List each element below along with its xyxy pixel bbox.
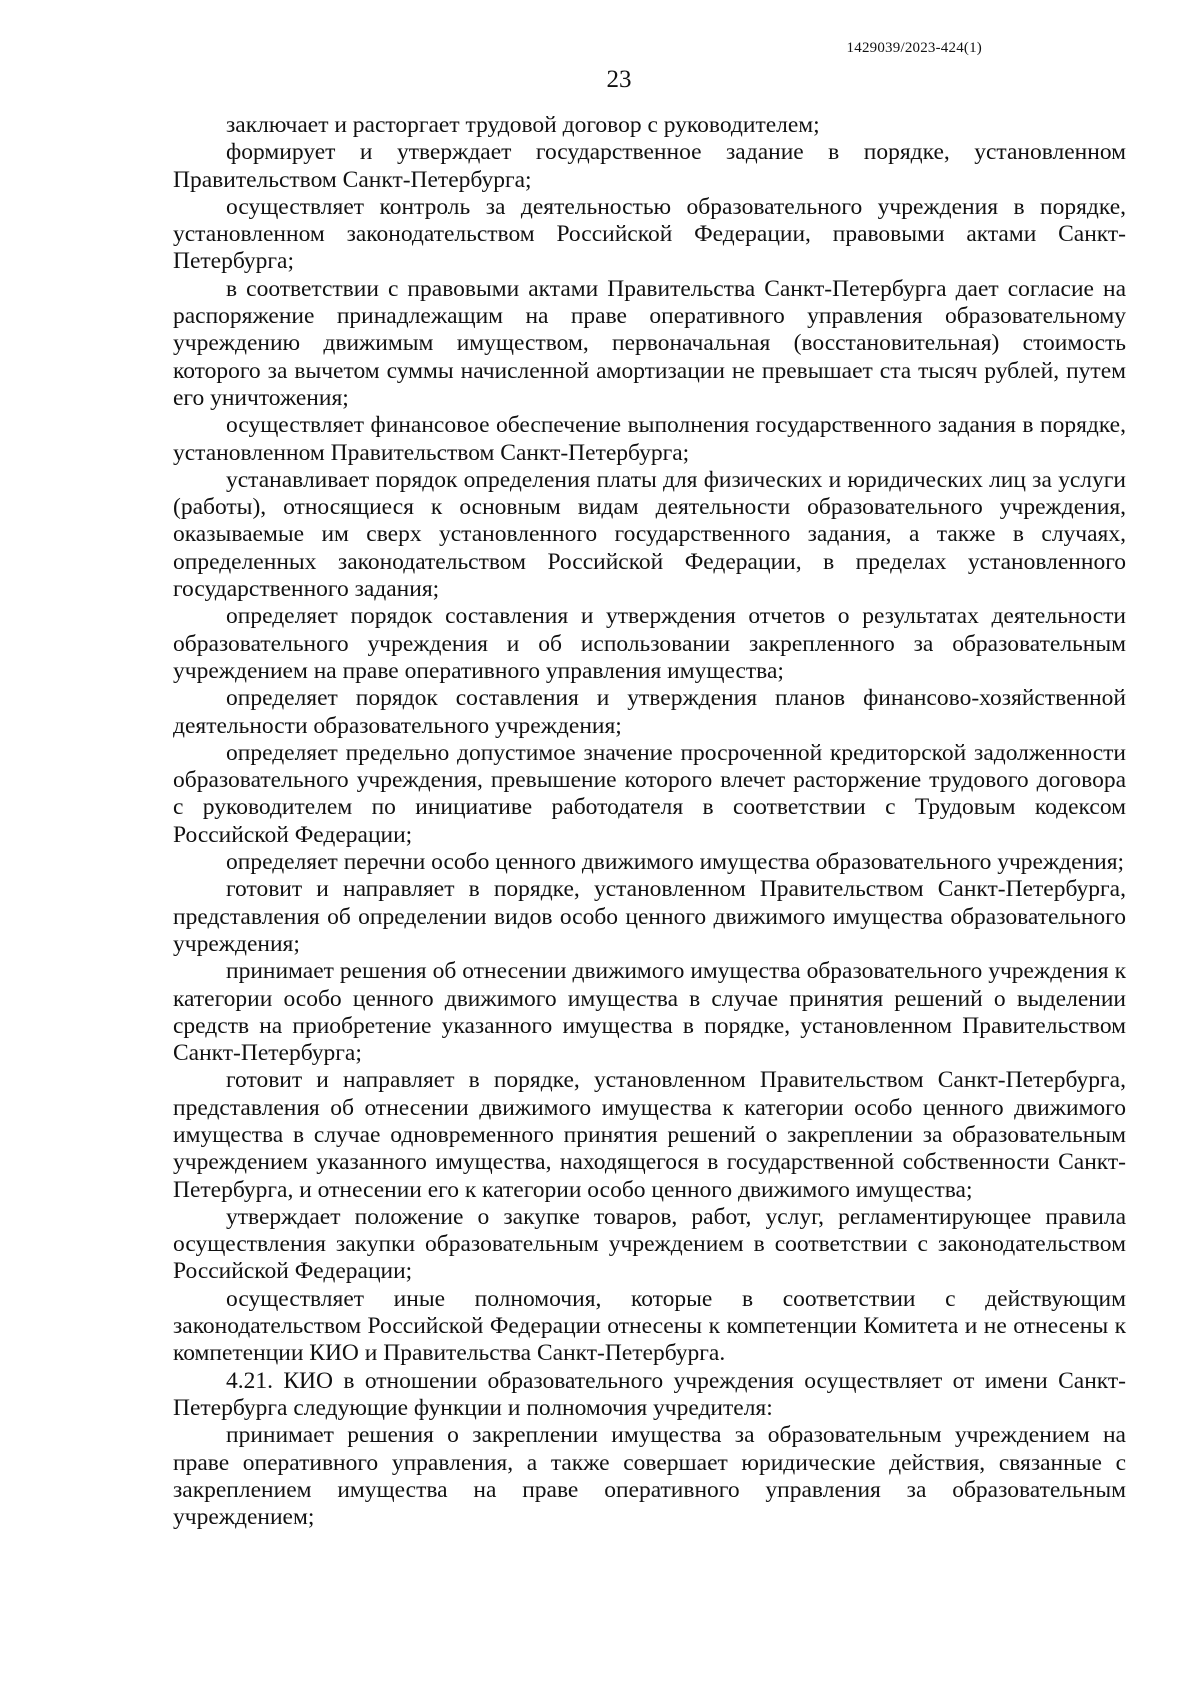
page-number: 23 <box>606 66 632 93</box>
section-paragraph: 4.21. КИО в отношении образовательного учреждения осуществляет от имени Санкт-Петербурга следующие функции и полномочия учредителя: <box>173 1367 1126 1421</box>
paragraph: осуществляет иные полномочия, которые в соответствии с действующим законодательством Российской Федерации отнесены к компетенции Комитета и не отнесены к компетенции КИО и Правительства Санкт-Петербурга. <box>173 1285 1126 1367</box>
paragraph: готовит и направляет в порядке, установленном Правительством Санкт-Петербурга, представления об отнесении движимого имущества к категории особо ценного движимого имущества в случае одновременного принятия решений о закреплении за образовательным учреждением указанного имущества, находящегося в государственной собственности Санкт-Петербурга, и отнесении его к категории особо ценного движимого имущества; <box>173 1067 1126 1203</box>
paragraph: осуществляет финансовое обеспечение выполнения государственного задания в порядке, установленном Правительством Санкт-Петербурга; <box>173 412 1126 466</box>
paragraph: готовит и направляет в порядке, установленном Правительством Санкт-Петербурга, представления об определении видов особо ценного движимого имущества образовательного учреждения; <box>173 876 1126 957</box>
paragraph: устанавливает порядок определения платы для физических и юридических лиц за услуги (работы), относящиеся к основным видам деятельности образовательного учреждения, оказываемые им сверх установленного государственного задания, а также в случаях, определенных законодательством Российской Федерации, в пределах установленного государственного задания; <box>173 466 1126 603</box>
paragraph: заключает и расторгает трудовой договор с руководителем; <box>226 112 820 138</box>
paragraph: принимает решения об отнесении движимого имущества образовательного учреждения к категории особо ценного движимого имущества в случае принятия решений о выделении средств на приобретение указанного имущества в порядке, установленном Правительством Санкт-Петербурга; <box>173 958 1126 1067</box>
paragraph: определяет порядок составления и утверждения отчетов о результатах деятельности образовательного учреждения и об использовании закрепленного за образовательным учреждением на праве оперативного управления имущества; <box>173 603 1126 684</box>
document-body <box>173 112 1126 1531</box>
paragraph: утверждает положение о закупке товаров, работ, услуг, регламентирующее правила осуществления закупки образовательным учреждением в соответствии с законодательством Российской Федерации; <box>173 1203 1126 1285</box>
paragraph: осуществляет контроль за деятельностью образовательного учреждения в порядке, установленном законодательством Российской Федерации, правовыми актами Санкт-Петербурга; <box>173 193 1126 275</box>
paragraph: в соответствии с правовыми актами Правительства Санкт-Петербурга дает согласие на распоряжение принадлежащим на праве оперативного управления образовательному учреждению движимым имуществом, первоначальная (восстановительная) стоимость которого за вычетом суммы начисленной амортизации не превышает ста тысяч рублей, путем его уничтожения; <box>173 275 1126 411</box>
paragraph: определяет предельно допустимое значение просроченной кредиторской задолженности образовательного учреждения, превышение которого влечет расторжение трудового договора с руководителем по инициативе работодателя в соответствии с Трудовым кодексом Российской Федерации; <box>173 739 1126 848</box>
paragraph: формирует и утверждает государственное задание в порядке, установленном Правительством Санкт-Петербурга; <box>173 139 1126 193</box>
document-id: 1429039/2023-424(1) <box>846 40 982 56</box>
paragraph: принимает решения о закреплении имущества за образовательным учреждением на праве оперативного управления, а также совершает юридические действия, связанные с закреплением имущества на праве оперативного управления за образовательным учреждением; <box>173 1422 1126 1531</box>
paragraph: определяет перечни особо ценного движимого имущества образовательного учреждения; <box>226 849 1125 876</box>
paragraph: определяет порядок составления и утверждения планов финансово-хозяйственной деятельности образовательного учреждения; <box>173 685 1126 739</box>
